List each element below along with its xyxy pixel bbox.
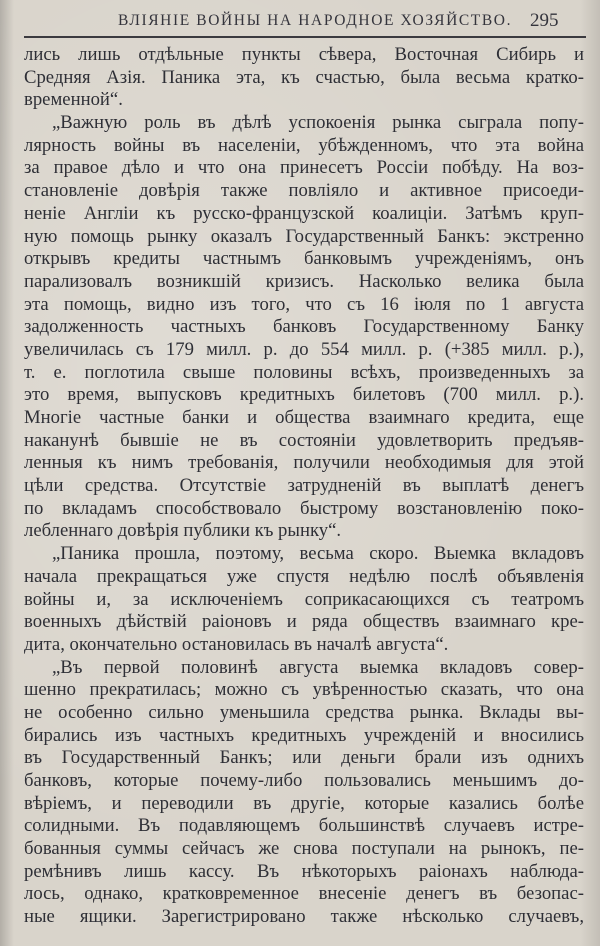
text-line: дита, окончательно остановилась въ началѣ августа“. xyxy=(24,633,449,655)
text-line: солидными. Въ подавляющемъ большинствѣ случаевъ истре- xyxy=(24,815,584,837)
text-line: „Важную роль въ дѣлѣ успокоенія рынка сыграла попу- xyxy=(52,112,584,134)
text-line: временной“. xyxy=(24,89,123,111)
text-line: вѣріемъ, и переводили въ другіе, которые казались болѣе xyxy=(24,792,584,814)
text-line: лярность войны въ населеніи, убѣжденномъ, что эта война xyxy=(24,134,584,156)
text-line: открывъ кредиты частнымъ банковымъ учрежденіямъ, онъ xyxy=(24,248,584,270)
text-line: т. е. поглотила свыше половины всѣхъ, произведенныхъ за xyxy=(24,361,584,383)
text-line: бирались изъ частныхъ кредитныхъ учрежденій и вносились xyxy=(24,724,584,746)
text-line: задолженность частныхъ банковъ Государственному Банку xyxy=(24,316,584,338)
text-line: ную помощь рынку оказалъ Государственный Банкъ: экстренно xyxy=(24,225,584,247)
text-line: наканунѣ бывшіе не въ состояніи удовлетворить предъяв- xyxy=(24,429,584,451)
text-line: неніе Англіи къ русско-французской коалиціи. Затѣмъ круп- xyxy=(24,202,584,224)
paragraph xyxy=(24,112,584,543)
paragraph xyxy=(24,44,584,112)
text-line: ные ящики. Зарегистрировано также нѣсколько случаевъ, xyxy=(24,906,584,928)
text-line: парализовалъ возникшій кризисъ. Насколько велика была xyxy=(24,270,584,292)
text-line: не особенно сильно уменьшила средства рынка. Вклады вы- xyxy=(24,701,584,723)
header-rule xyxy=(24,36,586,38)
text-line: эта помощь, видно изъ того, что съ 16 іюля по 1 августа xyxy=(24,293,584,315)
paragraph xyxy=(24,543,584,656)
text-line: бованныя суммы сейчасъ же снова поступали на рынокъ, пе- xyxy=(24,838,584,860)
text-line: въ Государственный Банкъ; или деньги брали изъ однихъ xyxy=(24,747,584,769)
text-line: ленныя къ нимъ требованія, получили необходимыя для этой xyxy=(24,452,584,474)
body-text xyxy=(24,44,584,929)
text-line: „Паника прошла, поэтому, весьма скоро. Выемка вкладовъ xyxy=(52,543,584,565)
text-line: по вкладамъ способствовало быстрому возстановленію поко- xyxy=(24,497,584,519)
text-line: Средняя Азія. Паника эта, къ счастью, была весьма кратко- xyxy=(24,66,584,88)
text-line: становленіе довѣрія также повліяло и активное присоеди- xyxy=(24,180,584,202)
text-line: Многіе частные банки и общества взаимнаго кредита, еще xyxy=(24,407,584,428)
text-line: лись лишь отдѣльные пункты сѣвера, Восточная Сибирь и xyxy=(24,44,584,65)
text-line: лебленнаго довѣрія публики къ рынку“. xyxy=(24,520,342,542)
text-line: „Въ первой половинѣ августа выемка вкладовъ совер- xyxy=(52,656,584,678)
text-line: начала прекращаться уже спустя недѣлю послѣ объявленія xyxy=(24,565,584,587)
paragraph xyxy=(24,657,584,929)
text-line: военныхъ дѣйствій раіоновъ и ряда обществъ взаимнаго кре- xyxy=(24,611,584,633)
text-line: банковъ, которые почему-либо пользовались меньшимъ до- xyxy=(24,770,584,791)
running-title: ВЛІЯНІЕ ВОЙНЫ НА НАРОДНОЕ ХОЗЯЙСТВО. xyxy=(118,12,513,29)
text-line: за правое дѣло и что она принесетъ Россіи побѣду. На воз- xyxy=(24,157,584,179)
text-line: увеличилась съ 179 милл. р. до 554 милл. р. (+385 милл. р.), xyxy=(24,338,584,360)
page-number: 295 xyxy=(530,10,559,31)
text-line: это время, выпусковъ кредитныхъ билетовъ (700 милл. р.). xyxy=(24,384,584,406)
text-line: цѣли средства. Отсутствіе затрудненій въ выплатѣ денегъ xyxy=(24,475,584,497)
text-line: ремѣнивъ лишь кассу. Въ нѣкоторыхъ раіонахъ наблюда- xyxy=(24,860,584,882)
running-head xyxy=(0,0,600,38)
text-line: лось, однако, кратковременное внесеніе денегъ въ безопас- xyxy=(24,883,584,905)
text-line: шенно прекратилась; можно съ увѣренностью сказать, что она xyxy=(24,679,584,701)
text-line: войны и, за исключеніемъ соприкасающихся съ театромъ xyxy=(24,588,584,610)
